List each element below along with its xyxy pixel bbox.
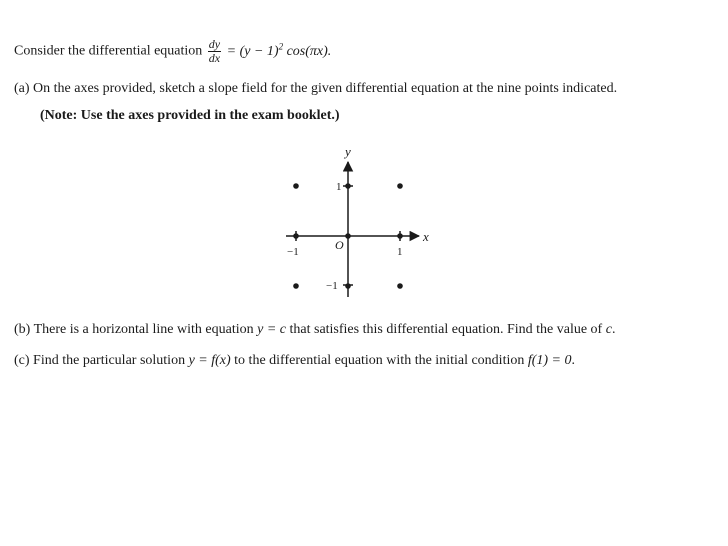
part-c-text: (c) Find the particular solution y = f(x) to the differential equation with the initial condition f(1) = 0. (14, 353, 576, 368)
tick-label-x-pos: 1 (397, 246, 403, 258)
exponent: 2 (278, 41, 284, 52)
part-b-equation: y = c (257, 322, 286, 337)
point-dot (293, 233, 299, 239)
part-c-equation: y = f(x) (188, 353, 231, 368)
point-dot (345, 183, 351, 189)
tick-label-y-pos: 1 (336, 181, 342, 193)
part-a-text: (a) On the axes provided, sketch a slope field for the given differential equation at the nine points indicated. (14, 81, 618, 96)
x-axis-label: x (423, 229, 429, 244)
part-c-condition: f(1) = 0 (527, 353, 572, 368)
point-dot (293, 283, 299, 289)
tick-label-y-neg: −1 (326, 280, 338, 292)
equation-rhs: = $(y - 1)^2$ cos(πx). (226, 41, 332, 59)
intro-text: Consider the differential equation (14, 43, 203, 59)
point-dot (397, 183, 403, 189)
point-dot (345, 283, 351, 289)
point-dot (293, 183, 299, 189)
part-b-variable: c (605, 322, 612, 337)
fraction-denominator: dx (208, 51, 221, 65)
part-a-note: (Note: Use the axes provided in the exam booklet.) (40, 108, 340, 123)
point-dot (345, 233, 351, 239)
tick-label-x-neg: −1 (287, 246, 299, 258)
origin-label: O (335, 238, 344, 252)
point-dot (397, 233, 403, 239)
fraction-numerator: dy (208, 37, 221, 51)
point-dot (397, 283, 403, 289)
y-axis-label: y (345, 144, 351, 159)
part-b-text: (b) There is a horizontal line with equation y = c that satisfies this differential equation. Find the value of c. (14, 322, 616, 337)
